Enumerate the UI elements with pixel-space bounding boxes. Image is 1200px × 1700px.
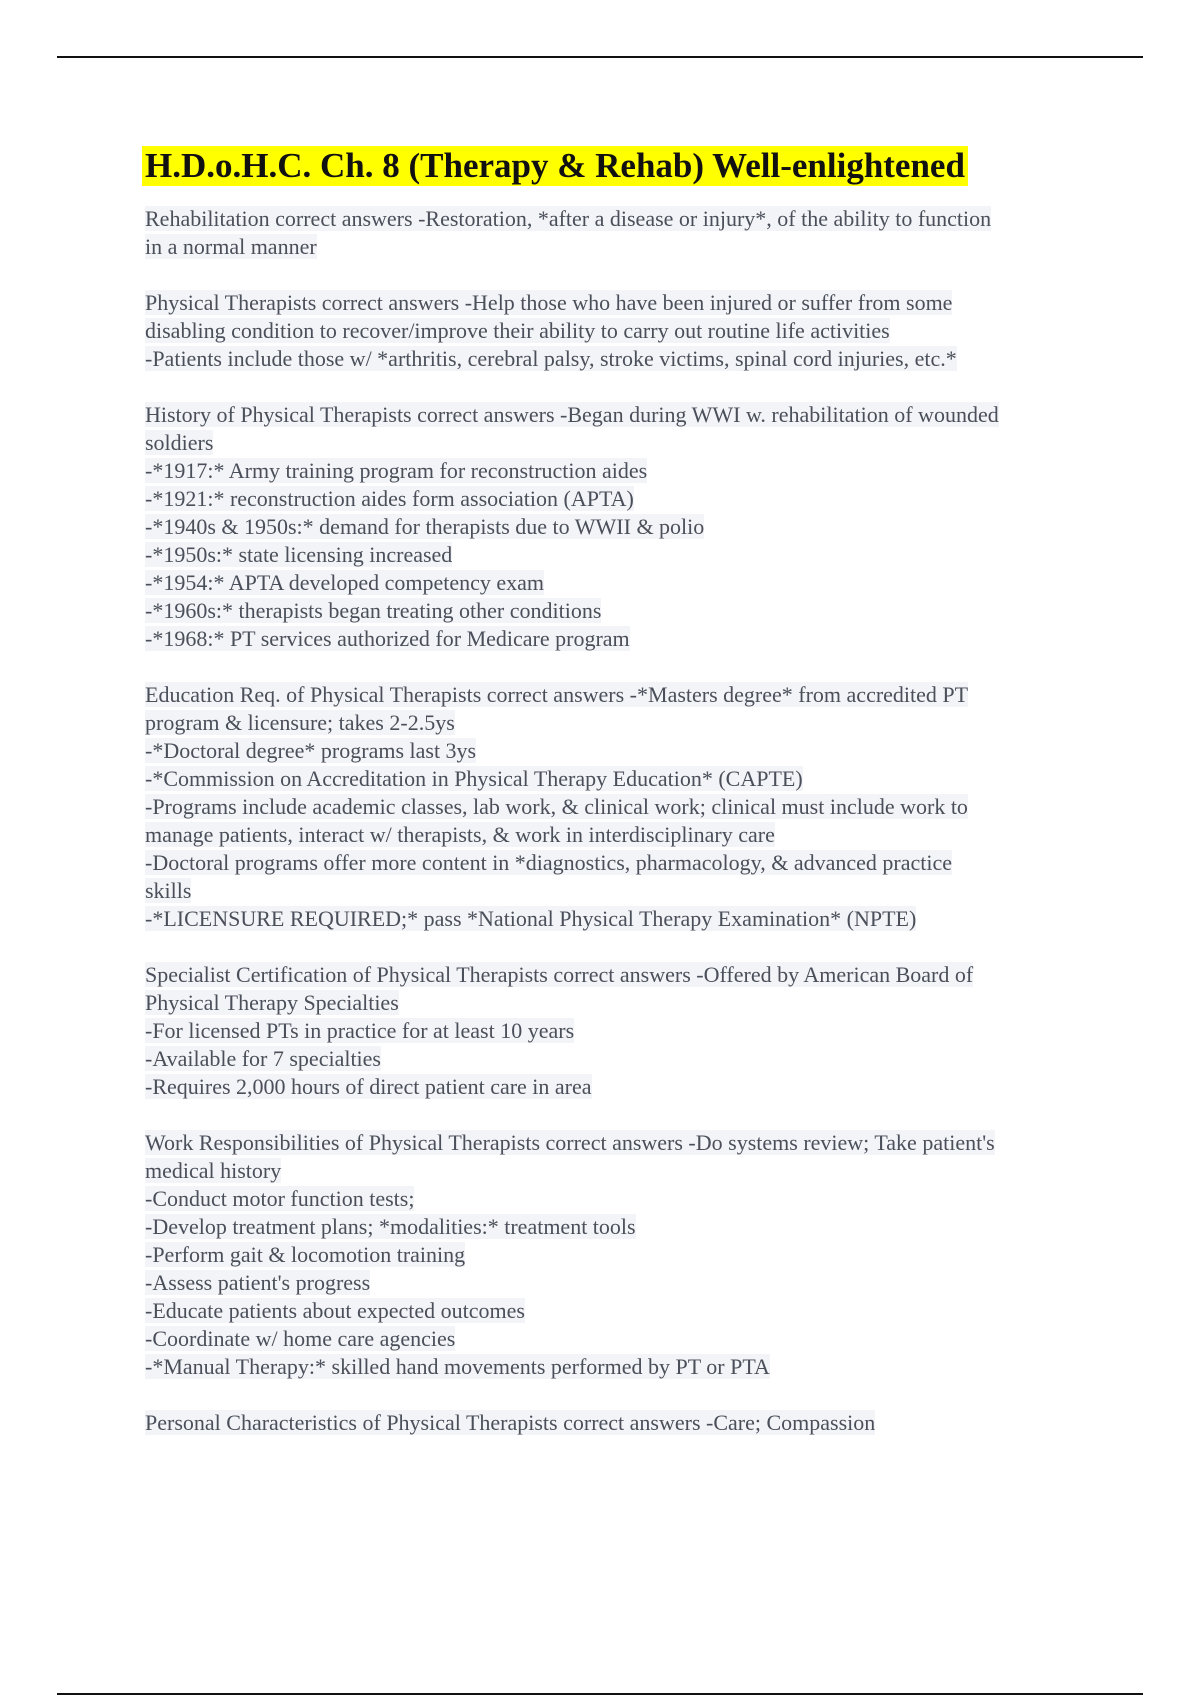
entry-line: -Patients include those w/ *arthritis, cerebral palsy, stroke victims, spinal cord injuries, etc.* — [145, 346, 957, 371]
entry-line: medical history — [145, 1158, 282, 1183]
entry-line: Physical Therapists correct answers -Help those who have been injured or suffer from some — [145, 290, 953, 315]
entry-line: Specialist Certification of Physical Therapists correct answers -Offered by American Board of — [145, 962, 974, 987]
entry-line: manage patients, interact w/ therapists, & work in interdisciplinary care — [145, 822, 775, 847]
entry-line: -*1950s:* state licensing increased — [145, 542, 453, 567]
entry-line: -*Manual Therapy:* skilled hand movements performed by PT or PTA — [145, 1354, 770, 1379]
entry-line: -Doctoral programs offer more content in *diagnostics, pharmacology, & advanced practice — [145, 850, 952, 875]
entry-line: skills — [145, 878, 192, 903]
top-rule — [57, 56, 1143, 58]
entry-line: Personal Characteristics of Physical Therapists correct answers -Care; Compassion — [145, 1410, 876, 1435]
entry-personal-characteristics — [145, 1409, 1095, 1437]
entry-line: -Educate patients about expected outcomes — [145, 1298, 525, 1323]
entry-line: -*1940s & 1950s:* demand for therapists due to WWII & polio — [145, 514, 705, 539]
entry-line: Rehabilitation correct answers -Restoration, *after a disease or injury*, of the ability to function — [145, 206, 992, 231]
entry-line: in a normal manner — [145, 234, 317, 259]
entry-line: -Perform gait & locomotion training — [145, 1242, 466, 1267]
entry-line: -Coordinate w/ home care agencies — [145, 1326, 456, 1351]
entry-line: -Develop treatment plans; *modalities:* treatment tools — [145, 1214, 636, 1239]
entry-line: -*LICENSURE REQUIRED;* pass *National Physical Therapy Examination* (NPTE) — [145, 906, 917, 931]
entry-education — [145, 681, 1095, 933]
document-body — [145, 146, 1095, 1465]
entry-line: -*1968:* PT services authorized for Medicare program — [145, 626, 630, 651]
entry-line: soldiers — [145, 430, 214, 455]
entry-line: -Conduct motor function tests; — [145, 1186, 415, 1211]
entry-rehabilitation — [145, 205, 1095, 261]
entry-line: -Available for 7 specialties — [145, 1046, 381, 1071]
entry-work-responsibilities — [145, 1129, 1095, 1381]
entry-line: -*Commission on Accreditation in Physical Therapy Education* (CAPTE) — [145, 766, 803, 791]
entry-line: -*1960s:* therapists began treating other conditions — [145, 598, 602, 623]
entry-line: History of Physical Therapists correct answers -Began during WWI w. rehabilitation of wounded — [145, 402, 999, 427]
entry-line: -Assess patient's progress — [145, 1270, 371, 1295]
entry-line: -Requires 2,000 hours of direct patient care in area — [145, 1074, 592, 1099]
entry-line: -For licensed PTs in practice for at least 10 years — [145, 1018, 575, 1043]
entry-history — [145, 401, 1095, 653]
entry-line: -*1954:* APTA developed competency exam — [145, 570, 545, 595]
entry-line: Physical Therapy Specialties — [145, 990, 399, 1015]
entry-line: program & licensure; takes 2-2.5ys — [145, 710, 455, 735]
document-title: H.D.o.H.C. Ch. 8 (Therapy & Rehab) Well-enlightened — [142, 146, 968, 186]
entry-line: Work Responsibilities of Physical Therapists correct answers -Do systems review; Take patient's — [145, 1130, 995, 1155]
entry-line: Education Req. of Physical Therapists correct answers -*Masters degree* from accredited PT — [145, 682, 969, 707]
entry-line: -*1917:* Army training program for reconstruction aides — [145, 458, 648, 483]
entry-line: -Programs include academic classes, lab work, & clinical work; clinical must include work to — [145, 794, 968, 819]
entry-specialist-certification — [145, 961, 1095, 1101]
bottom-rule — [57, 1693, 1143, 1695]
entry-line: -*1921:* reconstruction aides form association (APTA) — [145, 486, 634, 511]
entry-physical-therapists — [145, 289, 1095, 373]
entry-line: disabling condition to recover/improve their ability to carry out routine life activities — [145, 318, 890, 343]
entry-line: -*Doctoral degree* programs last 3ys — [145, 738, 477, 763]
